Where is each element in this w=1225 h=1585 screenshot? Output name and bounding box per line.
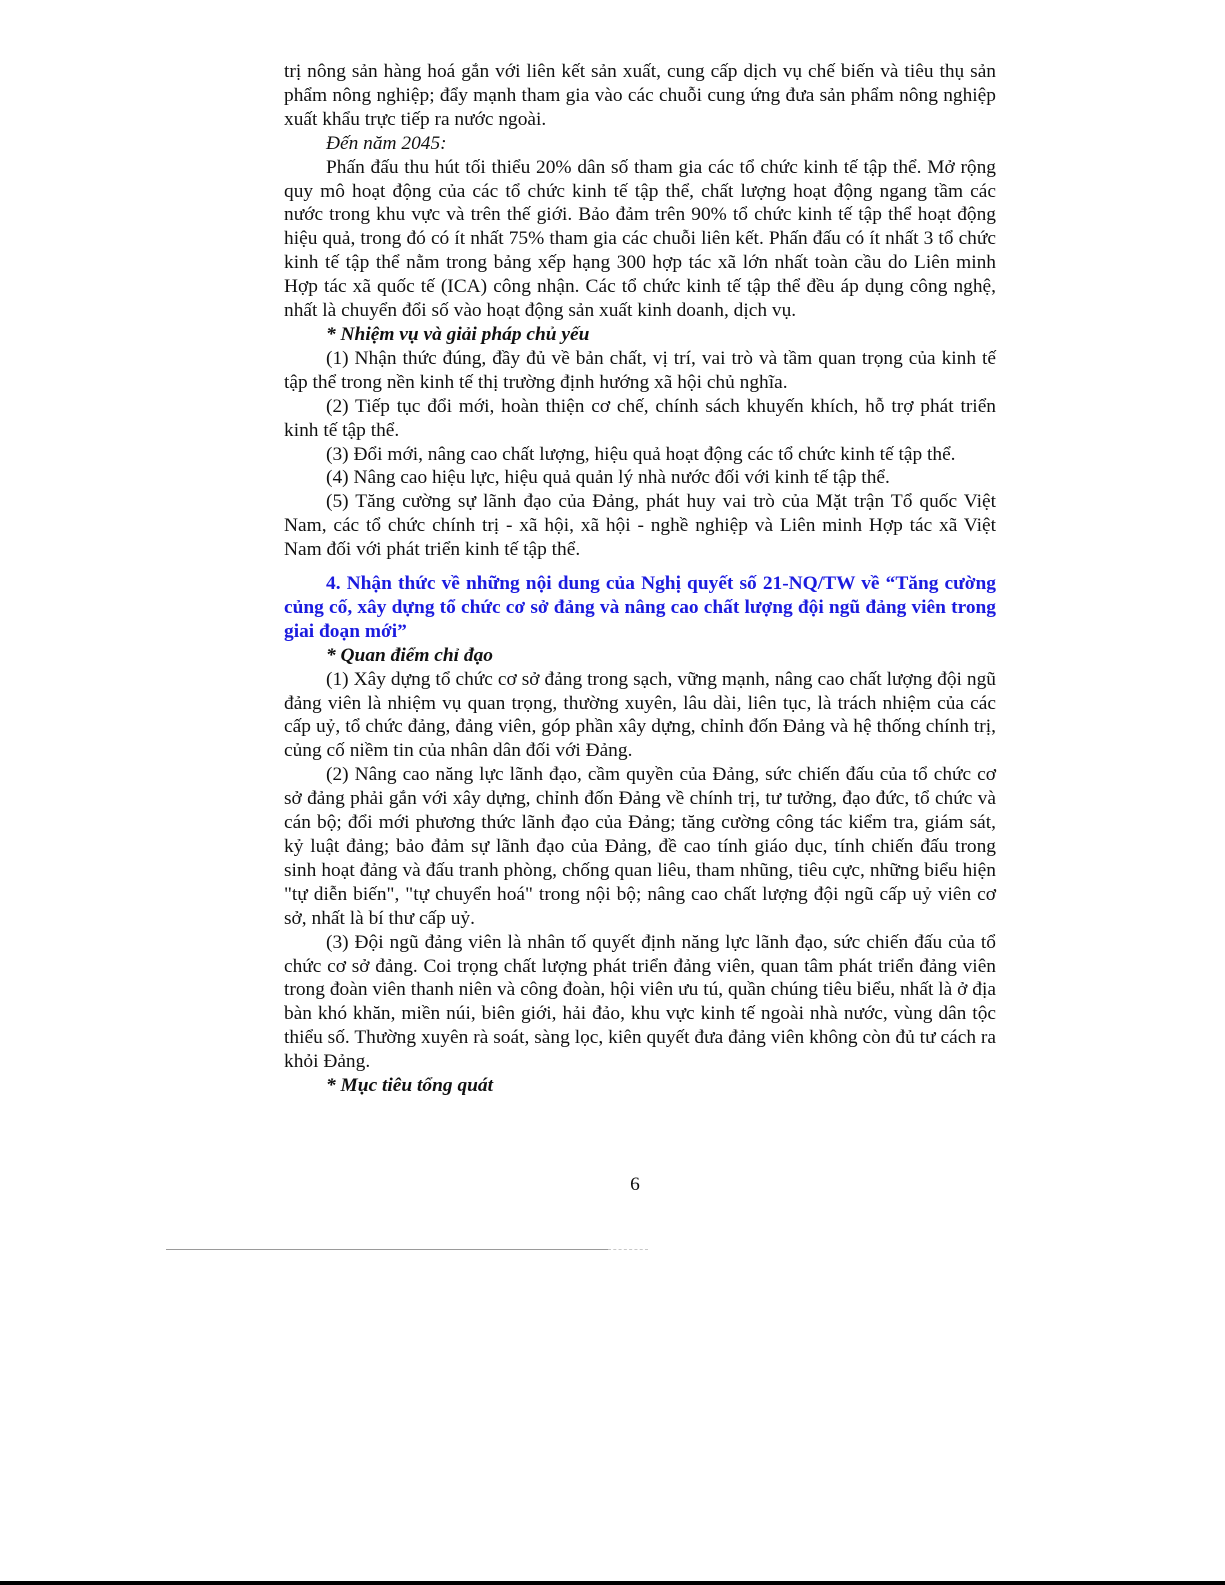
task-item: (2) Tiếp tục đổi mới, hoàn thiện cơ chế, chính sách khuyến khích, hỗ trợ phát triển kinh tế tập thể. xyxy=(284,395,996,441)
document-body xyxy=(284,60,996,1098)
page-bottom-edge xyxy=(0,1581,1225,1585)
footer-divider xyxy=(166,1249,608,1250)
task-item: (4) Nâng cao hiệu lực, hiệu quả quản lý nhà nước đối với kinh tế tập thể. xyxy=(326,467,890,489)
section-heading-4: 4. Nhận thức về những nội dung của Nghị quyết số 21-NQ/TW về “Tăng cường củng cố, xây dựng tổ chức cơ sở đảng và nâng cao chất lượng đội ngũ đảng viên trong giai đoạn mới” xyxy=(284,573,996,642)
viewpoint-item: (2) Nâng cao năng lực lãnh đạo, cầm quyền của Đảng, sức chiến đấu của tổ chức cơ sở đảng phải gắn với xây dựng, chỉnh đốn Đảng về chính trị, tư tưởng, đạo đức, tổ chức và cán bộ; đổi mới phương thức lãnh đạo của Đảng; tăng cường công tác kiểm tra, giám sát, kỷ luật đảng; bảo đảm sự lãnh đạo của Đảng, đề cao tính giáo dục, tính chiến đấu trong sinh hoạt đảng và đấu tranh phòng, chống quan liêu, tham nhũng, tiêu cực, những biểu hiện "tự diễn biến", "tự chuyển hoá" trong nội bộ; nâng cao chất lượng đội ngũ cấp uỷ viên cơ sở, nhất là bí thư cấp uỷ. xyxy=(284,764,996,929)
viewpoint-item: (1) Xây dựng tổ chức cơ sở đảng trong sạch, vững mạnh, nâng cao chất lượng đội ngũ đảng viên là nhiệm vụ quan trọng, thường xuyên, lâu dài, liên tục, là trách nhiệm của các cấp uỷ, tổ chức đảng, đảng viên, góp phần xây dựng, chỉnh đốn Đảng và hệ thống chính trị, củng cố niềm tin của nhân dân đối với Đảng. xyxy=(284,668,996,762)
task-item: (1) Nhận thức đúng, đầy đủ về bản chất, vị trí, vai trò và tầm quan trọng của kinh tế tập thể trong nền kinh tế thị trường định hướng xã hội chủ nghĩa. xyxy=(284,347,996,393)
page-number: 6 xyxy=(630,1174,640,1195)
paragraph-intro: trị nông sản hàng hoá gắn với liên kết sản xuất, cung cấp dịch vụ chế biến và tiêu thụ sản phẩm nông nghiệp; đẩy mạnh tham gia vào các chuỗi cung ứng đưa sản phẩm nông nghiệp xuất khẩu trực tiếp ra nước ngoài. xyxy=(284,61,996,130)
task-item: (5) Tăng cường sự lãnh đạo của Đảng, phát huy vai trò của Mặt trận Tổ quốc Việt Nam, các tổ chức chính trị - xã hội, xã hội - nghề nghiệp và Liên minh Hợp tác xã Việt Nam đối với phát triển kinh tế tập thể. xyxy=(284,491,996,561)
footer-divider-dashed xyxy=(608,1249,648,1250)
section-title-viewpoints: * Quan điểm chỉ đạo xyxy=(326,644,493,666)
section-title-goals: * Mục tiêu tổng quát xyxy=(326,1075,494,1097)
paragraph-2045: Phấn đấu thu hút tối thiểu 20% dân số tham gia các tổ chức kinh tế tập thể. Mở rộng quy mô hoạt động của các tổ chức kinh tế tập thể, chất lượng hoạt động ngang tầm các nước trong khu vực và trên thế giới. Bảo đảm trên 90% tổ chức kinh tế tập thể hoạt động hiệu quả, trong đó có ít nhất 75% tham gia các chuỗi liên kết. Phấn đấu có ít nhất 3 tổ chức kinh tế tập thể nằm trong bảng xếp hạng 300 hợp tác xã lớn nhất toàn cầu do Liên minh Hợp tác xã quốc tế (ICA) công nhận. Các tổ chức kinh tế tập thể đều áp dụng công nghệ, nhất là chuyển đổi số vào hoạt động sản xuất kinh doanh, dịch vụ. xyxy=(284,156,996,322)
task-item: (3) Đổi mới, nâng cao chất lượng, hiệu quả hoạt động các tổ chức kinh tế tập thể. xyxy=(326,443,956,465)
subheading-2045: Đến năm 2045: xyxy=(326,132,447,154)
viewpoint-item: (3) Đội ngũ đảng viên là nhân tố quyết định năng lực lãnh đạo, sức chiến đấu của tổ chức cơ sở đảng. Coi trọng chất lượng phát triển đảng viên, quan tâm phát triển đảng viên trong đoàn viên thanh niên và công đoàn, hội viên ưu tú, quần chúng tiêu biểu, nhất là ở địa bàn khó khăn, miền núi, biên giới, hải đảo, khu vực kinh tế ngoài nhà nước, vùng dân tộc thiểu số. Thường xuyên rà soát, sàng lọc, kiên quyết đưa đảng viên không còn đủ tư cách ra khỏi Đảng. xyxy=(284,931,996,1073)
section-title-tasks: * Nhiệm vụ và giải pháp chủ yếu xyxy=(326,323,590,345)
